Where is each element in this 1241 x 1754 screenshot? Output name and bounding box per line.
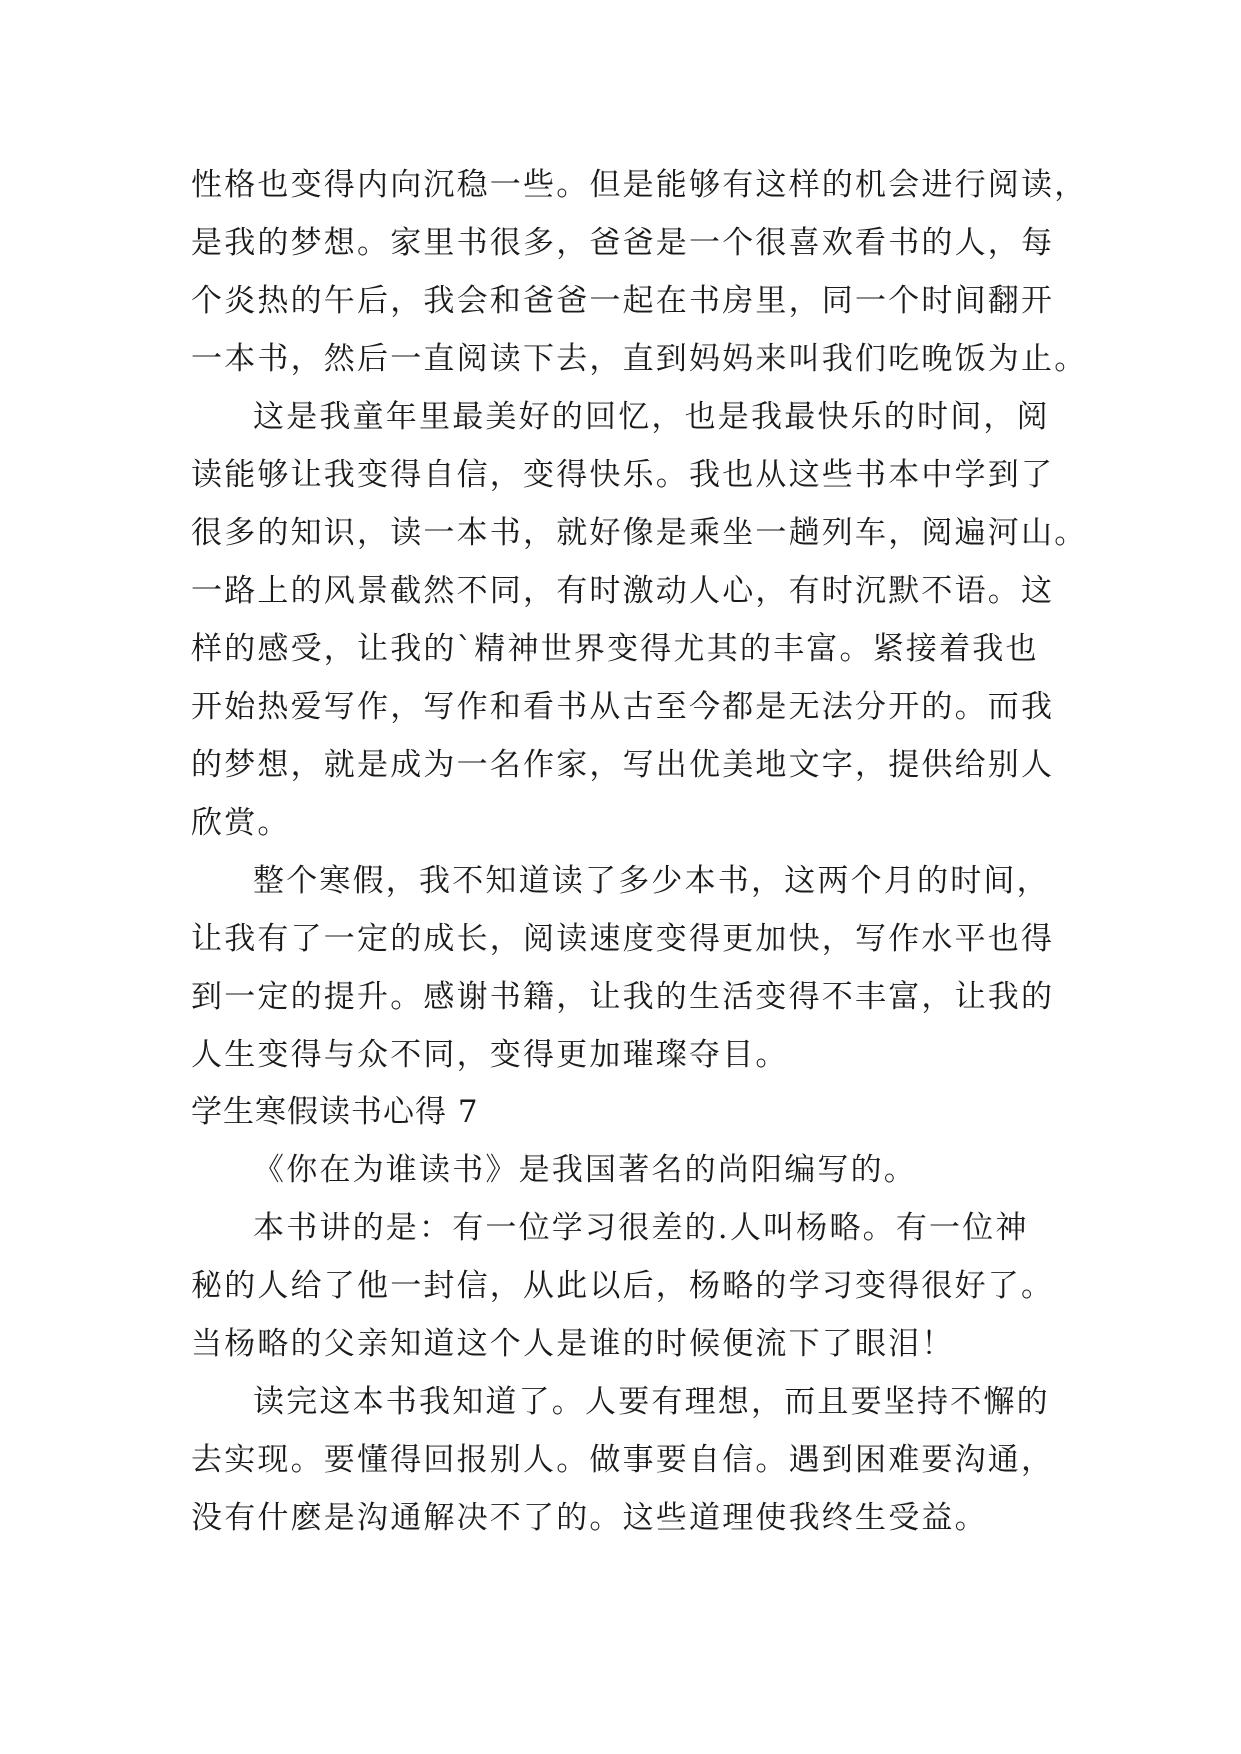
paragraph-line: 开始热爱写作，写作和看书从古至今都是无法分开的。而我 (191, 689, 1055, 725)
paragraph-line: 的梦想，就是成为一名作家，写出优美地文字，提供给别人 (191, 747, 1055, 783)
paragraph-line: 很多的知识，读一本书，就好像是乘坐一趟列车，阅遍河山。 (191, 515, 1088, 551)
paragraph-line: 这是我童年里最美好的回忆，也是我最快乐的时间，阅 (253, 399, 1050, 435)
paragraph-line: 当杨略的父亲知道这个人是谁的时候便流下了眼泪！ (191, 1326, 955, 1362)
paragraph-line: 一本书，然后一直阅读下去，直到妈妈来叫我们吃晚饭为止。 (191, 341, 1088, 377)
paragraph-line: 个炎热的午后，我会和爸爸一起在书房里，同一个时间翻开 (191, 283, 1055, 319)
paragraph-line: 《你在为谁读书》是我国著名的尚阳编写的。 (253, 1152, 917, 1188)
paragraph-line: 是我的梦想。家里书很多，爸爸是一个很喜欢看书的人，每 (191, 225, 1055, 261)
paragraph-line: 秘的人给了他一封信，从此以后，杨略的学习变得很好了。 (191, 1268, 1055, 1304)
paragraph-line: 欣赏。 (191, 805, 291, 841)
section-heading: 学生寒假读书心得 7 (191, 1094, 479, 1130)
paragraph-line: 去实现。要懂得回报别人。做事要自信。遇到困难要沟通， (191, 1442, 1055, 1478)
paragraph-line: 人生变得与众不同，变得更加璀璨夺目。 (191, 1037, 789, 1073)
paragraph-line: 读完这本书我知道了。人要有理想，而且要坚持不懈的 (253, 1384, 1050, 1420)
paragraph-line: 没有什麽是沟通解决不了的。这些道理使我终生受益。 (191, 1500, 988, 1536)
paragraph-line: 整个寒假，我不知道读了多少本书，这两个月的时间， (253, 863, 1050, 899)
paragraph-line: 让我有了一定的成长，阅读速度变得更加快，写作水平也得 (191, 921, 1055, 957)
paragraph-line: 样的感受，让我的`精神世界变得尤其的丰富。紧接着我也 (191, 631, 1039, 667)
paragraph-line: 到一定的提升。感谢书籍，让我的生活变得不丰富，让我的 (191, 979, 1055, 1015)
paragraph-line: 本书讲的是：有一位学习很差的.人叫杨略。有一位神 (253, 1210, 1029, 1246)
paragraph-line: 一路上的风景截然不同，有时激动人心，有时沉默不语。这 (191, 573, 1055, 609)
paragraph-line: 性格也变得内向沉稳一些。但是能够有这样的机会进行阅读， (191, 167, 1088, 203)
paragraph-line: 读能够让我变得自信，变得快乐。我也从这些书本中学到了 (191, 457, 1055, 493)
